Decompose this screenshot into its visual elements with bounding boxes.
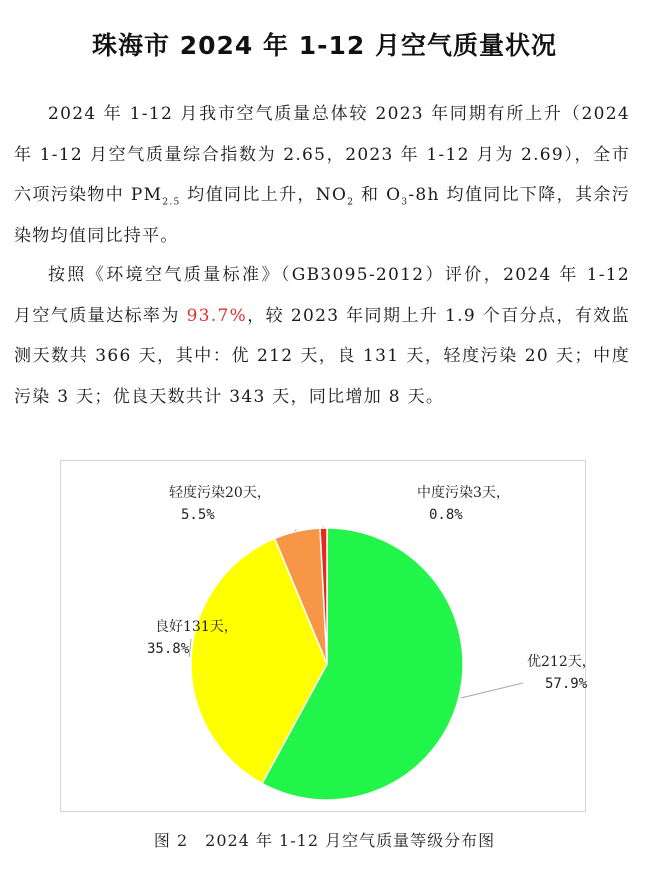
paragraph-evaluation — [14, 255, 630, 417]
para1-text-b: 均值同比上升，NO — [180, 185, 348, 205]
slice-percent-label: 35.8% — [147, 641, 190, 657]
para2-text-a: 按照《环境空气质量标准》（GB3095-2012）评价，2024 年 1-12 月空气质量达标率为 — [14, 265, 630, 326]
pie-chart — [61, 461, 596, 813]
o3-subscript: 3 — [401, 197, 409, 208]
slice-percent-label: 0.8% — [429, 507, 463, 523]
pm25-subscript: 2.5 — [162, 197, 181, 208]
slice-label: 优212天， — [527, 654, 596, 670]
para1-text-c: 和 O — [354, 185, 402, 205]
no2-subscript: 2 — [347, 197, 355, 208]
para1-text-a: 2024 年 1-12 月我市空气质量总体较 2023 年同期有所上升（2024 年 1-12 月空气质量综合指数为 2.65，2023 年 1-12 月为 2.69），全市六项污染物中 PM — [14, 104, 630, 205]
paragraph-summary — [14, 94, 630, 256]
slice-label: 中度污染3天， — [417, 485, 510, 501]
leader-line — [461, 683, 523, 698]
para2-text-b: ，较 2023 年同期上升 1.9 个百分点，有效监测天数共 366 天，其中：优 212 天，良 131 天，轻度污染 20 天；中度污染 3 天；优良天数共计 343 天，同比增加 8 天。 — [14, 305, 630, 407]
slice-label: 良好131天， — [155, 619, 238, 635]
slice-percent-label: 57.9% — [545, 676, 588, 692]
page-title: 珠海市 2024 年 1-12 月空气质量状况 — [92, 31, 557, 60]
figure-caption: 图 2 2024 年 1-12 月空气质量等级分布图 — [153, 831, 496, 850]
pie-chart-frame — [60, 460, 596, 812]
para1-text-d: -8h 均值同比下降，其余污染物均值同比持平。 — [14, 185, 630, 246]
slice-label: 轻度污染20天， — [169, 485, 271, 501]
slice-percent-label: 5.5% — [181, 507, 215, 523]
compliance-rate-highlight: 93.7% — [186, 305, 248, 326]
